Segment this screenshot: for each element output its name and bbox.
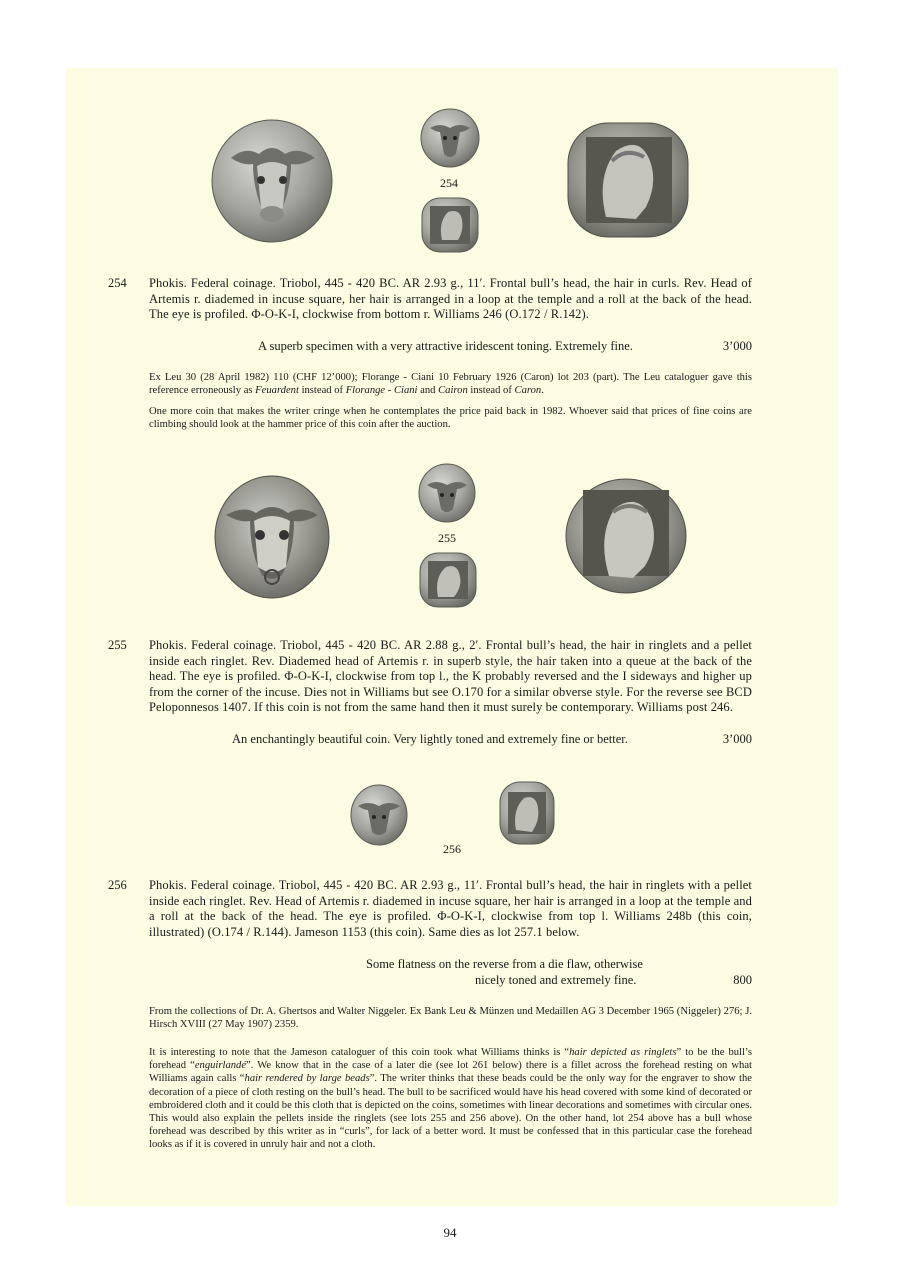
lot-254-verdict: A superb specimen with a very attractive iridescent toning. Extremely fine. [258, 339, 633, 353]
lot-256-verdict-line2: nicely toned and extremely fine. [475, 973, 637, 987]
lot-number: 256 [108, 878, 127, 892]
coin-254-reverse-small [420, 196, 480, 254]
coin-255-obverse-small [418, 463, 476, 523]
lot-254-provenance: Ex Leu 30 (28 April 1982) 110 (CHF 12’000); Florange - Ciani 10 February 1926 (Caron) lot 203 (part). The Leu cataloguer gave this reference erroneously as Feuardent instead of Florange - Ciani and Cairon instead of Caron. [149, 372, 752, 397]
lot-254-image-label: 254 [440, 176, 458, 190]
lot-254-comment: One more coin that makes the writer cringe when he contemplates the price paid back in 1982. Whoever said that prices of fine coins are climbing should look at the hammer price of this coin after the auction. [149, 406, 752, 431]
lot-255-entry [108, 638, 752, 716]
lot-255-verdict: An enchantingly beautiful coin. Very lightly toned and extremely fine or better. [232, 732, 628, 746]
lot-256-price: 800 [733, 973, 752, 987]
lot-254-price: 3’000 [722, 339, 752, 353]
lot-256-entry [108, 878, 752, 940]
lot-number: 254 [108, 276, 127, 290]
lot-254-entry [108, 276, 752, 323]
lot-description: Phokis. Federal coinage. Triobol, 445 - 420 BC. AR 2.93 g., 11′. Frontal bull’s head, the hair in curls. Rev. Head of Artemis r. diademed in incuse square, her hair is arranged in a loop at the temple and a roll at the back of the head. The eye is profiled. Φ-O-K-I, clockwise from bottom r. Williams 246 (O.172 / R.142). [149, 276, 752, 322]
page-number: 94 [443, 1225, 457, 1240]
lot-description: Phokis. Federal coinage. Triobol, 445 - 420 BC. AR 2.93 g., 11′. Frontal bull’s head, the hair in ringlets with a pellet inside each ringlet. Rev. Head of Artemis r. diademed in incuse square, her hair is arranged in a loop at the temple and a roll at the back of the head. The eye is profiled. Φ-O-K-I, clockwise from top l. Williams 248b (this coin, illustrated) (O.174 / R.144). Jameson 1153 (this coin). Same dies as lot 257.1 below. [149, 878, 752, 939]
coin-255-obverse-large [214, 475, 330, 599]
lot-255-price: 3’000 [722, 732, 752, 746]
lot-256-image-label: 256 [443, 842, 461, 856]
lot-number: 255 [108, 638, 127, 652]
coin-254-obverse-small [420, 108, 480, 168]
lot-256-verdict-line1: Some flatness on the reverse from a die flaw, otherwise [366, 957, 643, 971]
lot-255-image-label: 255 [438, 531, 456, 545]
coin-254-reverse-large [566, 121, 690, 239]
coin-254-obverse-large [211, 118, 333, 244]
coin-256-obverse [350, 784, 408, 846]
lot-256-comment: It is interesting to note that the Jameson cataloguer of this coin took what Williams thinks is “hair depicted as ringlets” to be the bull’s forehead “enguirlandé”. We know that in the case of a later die (see lot 261 below) there is a fillet across the forehead resting on what Williams again calls “hair rendered by large beads”. The writer thinks that these beads could be the only way for the engraver to show the decoration of a piece of cloth resting on the bull’s head. The bull to be sacrificed would have his head covered with some kind of decorated or embroidered cloth and it could be this cloth that is depicted on the coins, sometimes with linear decorations and sometimes with circular ones. This would also explain the pellets inside the ringlets (see lots 255 and 256 above). On the other hand, lot 254 above has a bull whose forehead was described by this writer as in “curls”, for lack of a better word. It must be confessed that in this particular case the forehead looks as if it is covered in unruly hair and not a cloth. [149, 1047, 752, 1151]
coin-256-reverse [498, 780, 556, 846]
lot-256-provenance: From the collections of Dr. A. Ghertsos and Walter Niggeler. Ex Bank Leu & Münzen und Medaillen AG 3 December 1965 (Niggeler) 276; J. Hirsch XVIII (27 May 1907) 2359. [149, 1006, 752, 1031]
coin-255-reverse-large [565, 478, 687, 594]
coin-255-reverse-small [418, 551, 478, 609]
lot-description: Phokis. Federal coinage. Triobol, 445 - 420 BC. AR 2.88 g., 2′. Frontal bull’s head, the hair in ringlets and a pellet inside each ringlet. Rev. Diademed head of Artemis r. in superb style, the hair taken into a queue at the back of the head. The eye is profiled. Φ-O-K-I, clockwise from top l., the K probably reversed and the I sideways and higher up from the corner of the incuse. Dies not in Williams but see O.170 for a similar obverse style. For the reverse see BCD Peloponnesos 1407. If this coin is not from the same hand then it must surely be contemporary. Williams post 246. [149, 638, 752, 715]
